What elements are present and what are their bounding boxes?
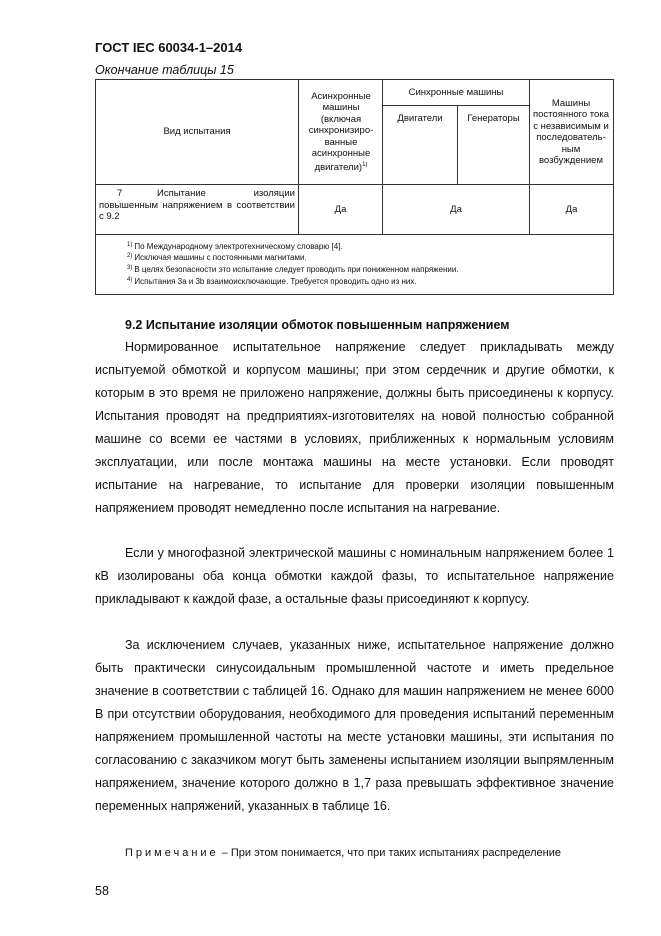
test-table	[95, 79, 614, 295]
footnote-2: $^{2)}$ Исключая машины с постоянными магнитами.	[127, 253, 307, 262]
note	[95, 845, 614, 861]
footnote-3: $^{3)}$ В целях безопасности это испытание следует проводить при пониженном напряжении.	[127, 265, 459, 274]
footnote-1: $^{1)}$ По Международному электротехническому словарю [4].	[127, 242, 343, 251]
header-test-type: Вид испытания	[163, 126, 231, 138]
row-number: 7	[117, 188, 123, 199]
footnote-4: $^{4)}$ Испытания 3a и 3b взаимоисключающие. Требуется проводить одно из них.	[127, 277, 417, 286]
header-async-machines: Асинхронные машины (включая синхронизиро-ванные асинхронные двигатели)$^{1)}$	[308, 90, 374, 173]
note-text: – При этом понимается, что при таких испытаниях распределение	[218, 847, 561, 859]
paragraph-1: Нормированное испытательное напряжение следует прикладывать между испытуемой обмоткой и корпусом машины; при этом сердечник и другие обмотки, к которым в это время не приложено напряжение, должны быть присоединены к корпусу. Испытания проводят на предприятиях-изготовителях на новой полностью собранной машине со всеми ее частями в условиях, приближенных к нормальным условиям эксплуатации, или после монтажа машины на месте установки. Если проводят испытание на нагревание, то испытание для проверки изоляции повышенным напряжением проводят немедленно после испытания на нагревание.	[95, 340, 614, 515]
cell-async-value: Да	[334, 203, 347, 215]
cell-sync-value: Да	[450, 203, 462, 215]
cell-dc-value: Да	[565, 203, 578, 215]
header-generators: Генераторы	[467, 113, 520, 125]
header-motors: Двигатели	[397, 113, 443, 125]
header-sync-machines: Синхронные машины	[408, 86, 504, 98]
footnote-ref-1: 1)	[362, 161, 368, 168]
paragraph-2: Если у многофазной электрической машины с номинальным напряжением более 1 кВ изолированы оба конца обмотки каждой фазы, то испытательное напряжение прикладывают к каждой фазе, а остальные фазы присоединяют к корпусу.	[95, 546, 614, 606]
page-number: 58	[95, 884, 109, 898]
row-test-text: Испытание изоляции повышенным напряжением в соответствии с 9.2	[99, 188, 295, 222]
paragraph-3: За исключением случаев, указанных ниже, испытательное напряжение должно быть практически синусоидальным промышленной частоте и иметь предельное значение в соответствии с таблицей 16. Однако для машин напряжением не менее 6000 В при отсутствии оборудования, необходимого для проведения испытаний переменным напряжением промышленной частоты на месте установки машины, эти испытания по согласованию с заказчиком могут быть заменены испытанием изоляции выпрямленным напряжением, значение которого должно в 1,7 раза превышать эффективное значение переменных напряжений, указанных в таблице 16.	[95, 638, 614, 813]
section-heading: 9.2 Испытание изоляции обмоток повышенным напряжением	[125, 318, 510, 332]
table-caption: Окончание таблицы 15	[95, 63, 234, 77]
header-dc-machines: Машины постоянного тока с независимым и последователь-ным возбуждением	[533, 97, 609, 166]
note-label: Примечание	[125, 847, 219, 859]
document-code: ГОСТ IEC 60034-1–2014	[95, 40, 243, 55]
